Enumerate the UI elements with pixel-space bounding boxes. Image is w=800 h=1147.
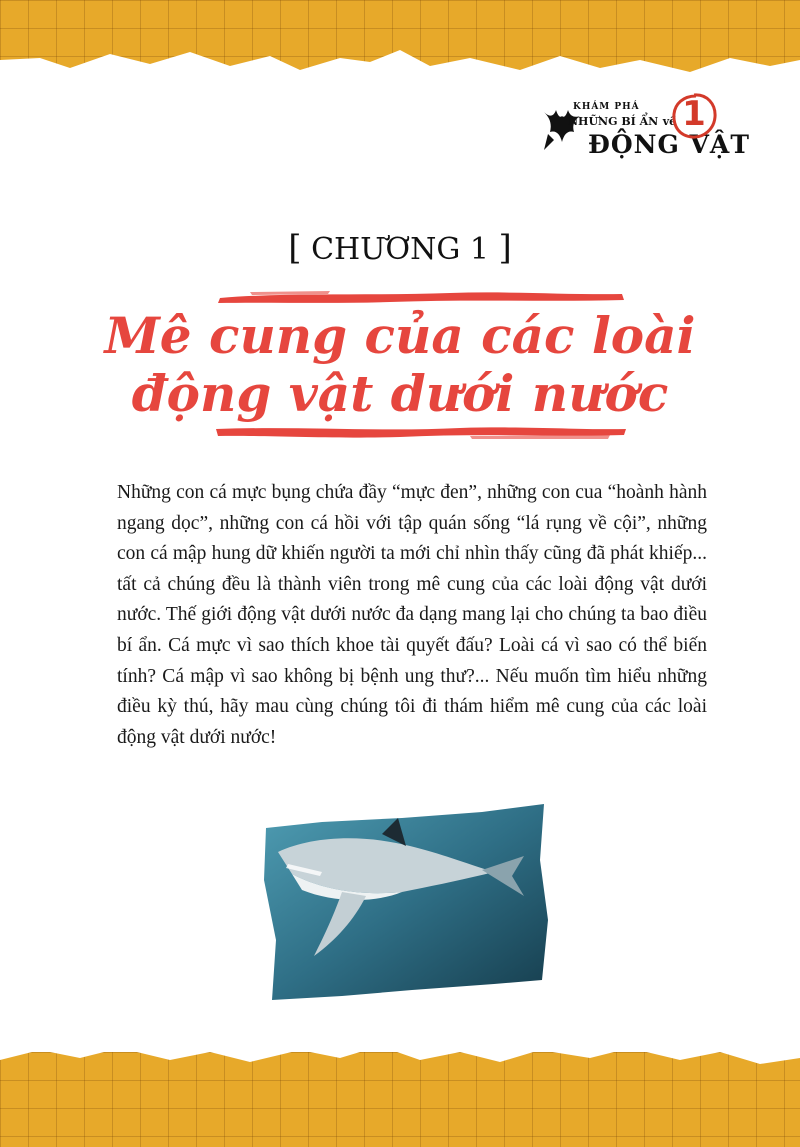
logo-line-1: KHÁM PHÁ (573, 102, 640, 112)
top-torn-edge (0, 40, 800, 100)
chapter-label: CHƯƠNG 1 (311, 232, 489, 267)
logo-line-2 (568, 114, 676, 129)
chapter-bracket-open: [ (288, 228, 302, 268)
chapter-title-line-1: Mê cung của các loài (104, 306, 696, 365)
series-logo (540, 92, 750, 172)
logo-line-3: ĐỘNG VẬT (588, 130, 750, 159)
chapter-title-line-2: động vật dưới nước (131, 364, 669, 423)
intro-paragraph: Những con cá mực bụng chứa đầy “mực đen”, những con cua “hoành hành ngang dọc”, những con cá hồi với tập quán sống “lá rụng về cội”, những con cá mập hung dữ khiến người ta mới chỉ nhìn thấy cũng đã phát khiếp... tất cả chúng đều là thành viên trong mê cung của các loài động vật dưới nước. Thế giới động vật dưới nước đa dạng mang lại cho chúng ta bao điều bí ẩn. Cá mực vì sao thích khoe tài quyết đấu? Loài cá vì sao có thể biến tính? Cá mập vì sao không bị bệnh ung thư?... Nếu muốn tìm hiểu những điều kỳ thú, hãy mau cùng chúng tôi đi thám hiểm mê cung của các loài động vật dưới nước! (117, 482, 707, 748)
logo-line-2-main: NHỮNG BÍ ẨN (568, 115, 659, 128)
chapter-heading (0, 228, 800, 268)
logo-line-2-suffix: về (662, 115, 677, 128)
shark-photo (262, 800, 552, 1000)
brush-stroke-bottom (210, 420, 630, 442)
bottom-torn-edge (0, 1030, 800, 1070)
volume-number: 1 (682, 94, 706, 134)
brush-stroke-top (210, 286, 630, 308)
photo-frame (262, 800, 552, 1000)
chapter-bracket-close: ] (498, 228, 512, 268)
